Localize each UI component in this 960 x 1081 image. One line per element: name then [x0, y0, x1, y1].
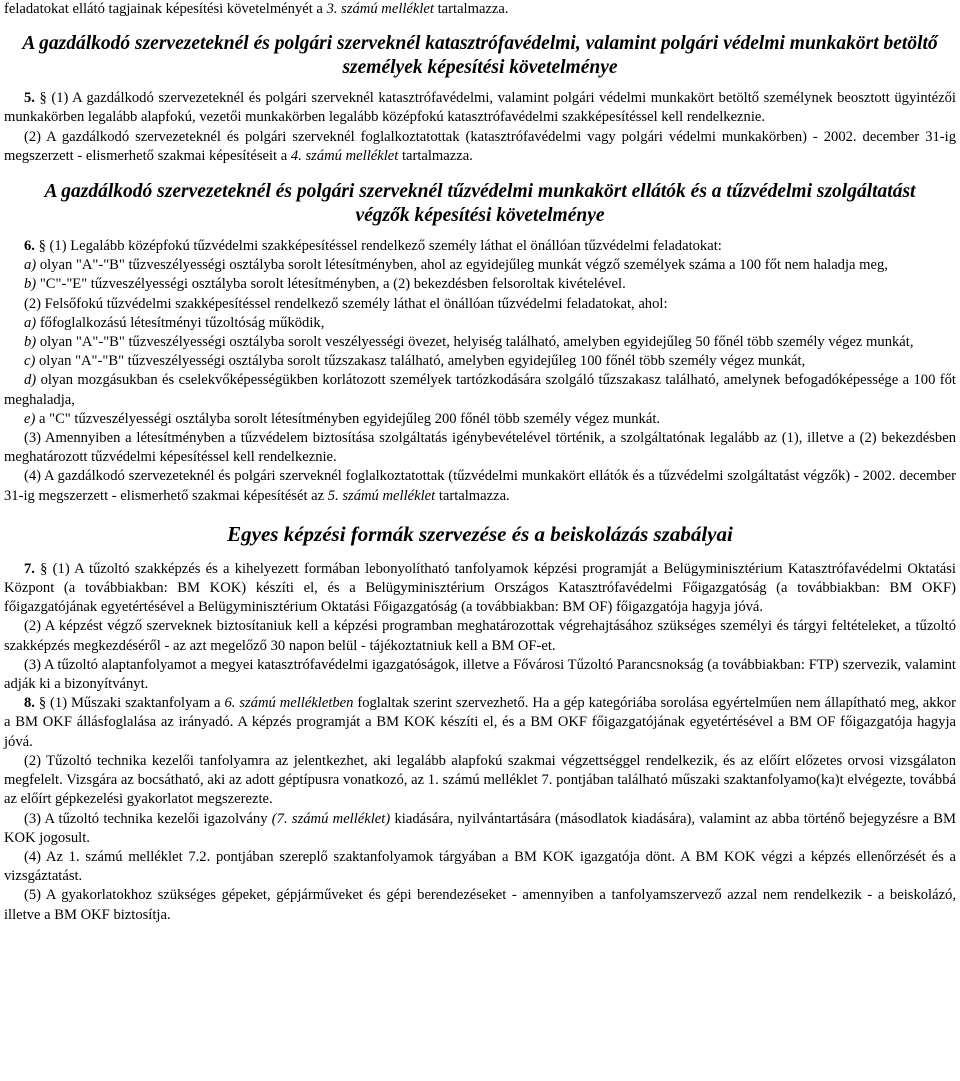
list-text: főfoglalkozású létesítményi tűzoltóság működik, — [36, 314, 325, 331]
list-label: a) — [24, 257, 37, 274]
list-label: d) — [24, 372, 37, 389]
paragraph-text: (4) A gazdálkodó szervezeteknél és polgári szerveknél foglalkoztatottak (tűzvédelmi munkakört ellátók és a tűzvédelmi szolgáltatást végzők) - 2002. december 31-ig megszerzett - elismerhető szakmai képesítését az — [4, 468, 956, 504]
list-text: a "C" tűzveszélyességi osztályba sorolt létesítményben egyidejűleg 200 főnél több személy végez munkát. — [35, 410, 661, 427]
list-item-6-2-a — [4, 314, 956, 333]
paragraph-text: § (1) Legalább középfokú tűzvédelmi szakképesítéssel rendelkező személy láthat el önállóan tűzvédelmi feladatokat: — [34, 238, 722, 255]
annex-reference: 5. számú melléklet — [327, 487, 436, 504]
list-item-6-2-e — [4, 410, 956, 429]
paragraph-text-end: foglaltak szerint szervezhető. Ha a gép kategóriába sorolása egyértelműen nem állapítható meg, akkor a BM OKF állásfoglalása az irányadó. A képzés programját a BM KOK készíti el, és a BM OKF főigazgatójának egyetértésével a BM OF főigazgatója hagyja jóvá. — [4, 695, 956, 750]
intro-text: feladatokat ellátó tagjainak képesítési követelményét a — [4, 1, 327, 17]
paragraph-5-1 — [4, 89, 956, 127]
list-label: b) — [24, 334, 37, 351]
paragraph-text: § (1) A tűzoltó szakképzés és a kihelyezett formában lebonyolítható tanfolyamok képzési programját a Belügyminisztérium Katasztrófavédelmi Oktatási Központ (a továbbiakban: BM KOK) készíti el, és a Belügyminisztérium Országos Katasztrófavédelmi Főigazgatóság (a továbbiakban: BM OKF) főigazgatójának egyetértésével a Belügyminisztérium Oktatási Főigazgatóság (a továbbiakban: BM OF) főigazgatója hagyja jóvá. — [4, 560, 956, 616]
list-label: c) — [24, 353, 36, 370]
intro-paragraph — [4, 0, 956, 19]
paragraph-6-2: (2) Felsőfokú tűzvédelmi szakképesítéssel rendelkező személy láthat el önállóan tűzvédelmi feladatokat, ahol: — [24, 295, 668, 312]
list-text: olyan mozgásukban és cselekvőképességükben korlátozott személyek tartózkodására szolgáló tűzszakasz található, amelynek befogadóképessége a 100 főt meghaladja, — [4, 372, 956, 408]
paragraph-6-1 — [4, 237, 956, 256]
annex-reference: 4. számú melléklet — [290, 147, 399, 164]
paragraph-7-1 — [4, 560, 956, 618]
section-heading-disaster-management: A gazdálkodó szervezeteknél és polgári szerveknél katasztrófavédelmi, valamint polgári védelmi munkakört betöltő személyek képesítési követelménye — [22, 33, 938, 79]
paragraph-8-2: (2) Tűzoltó technika kezelői tanfolyamra az jelentkezhet, aki legalább alapfokú szakmai végzettséggel rendelkezik, és az előírt előzetes orvosi vizsgálaton megfelelt. Vizsgára az bocsátható, aki az adott géptípusra vonatkozó, az 1. számú melléklet 7. pontjában található műszaki szaktanfolyamo(ka)t elvégezte, továbbá az előírt gépkezelési gyakorlatot megszerezte. — [4, 752, 956, 808]
annex-reference: (7. számú melléklet) — [271, 810, 391, 827]
annex-reference: 6. számú mellékletben — [224, 695, 354, 712]
paragraph-text: § (1) A gazdálkodó szervezeteknél és polgári szerveknél katasztrófavédelmi, valamint polgári védelmi munkakört betöltő személynek beosztott ügyintézői munkakörben legalább alapfokú, vezetői munkakörben legalább középfokú katasztrófavédelmi szakképesítéssel kell rendelkeznie. — [4, 90, 956, 126]
annex-reference: 3. számú melléklet — [326, 1, 434, 17]
list-item-6-1-a — [4, 256, 956, 275]
section-number: 8. — [24, 695, 35, 712]
list-text: "C"-"E" tűzveszélyességi osztályba sorolt létesítményben, a (2) bekezdésben felsoroltak kivételével. — [36, 276, 626, 293]
section-number: 5. — [24, 90, 35, 107]
paragraph-8-5: (5) A gyakorlatokhoz szükséges gépeket, gépjárműveket és gépi berendezéseket - amennyiben a tanfolyamszervező azzal nem rendelkezik - a beiskolázó, illetve a BM OKF biztosítja. — [4, 887, 956, 923]
list-item-6-1-b — [4, 275, 956, 294]
paragraph-6-4 — [4, 467, 956, 505]
list-label: b) — [24, 276, 37, 293]
list-label: a) — [24, 314, 37, 331]
paragraph-text: (2) A gazdálkodó szervezeteknél és polgári szerveknél foglalkoztatottak (katasztrófavédelmi vagy polgári védelmi munkakörben) - 2002. december 31-ig megszerzett - elismerhető szakmai képesítéseit a — [4, 128, 956, 164]
paragraph-text-end: tartalmazza. — [398, 147, 473, 164]
section-heading-fire-protection: A gazdálkodó szervezeteknél és polgári szerveknél tűzvédelmi munkakört ellátók és a tűzvédelmi szolgáltatást végzők képesítési követelménye — [44, 181, 916, 227]
paragraph-text: § (1) Műszaki szaktanfolyam a — [34, 695, 225, 712]
paragraph-8-1 — [4, 694, 956, 752]
list-item-6-2-c — [4, 352, 956, 371]
list-text: olyan "A"-"B" tűzveszélyességi osztályba sorolt létesítményben, ahol az egyidejűleg munkát végző személyek száma a 100 főt nem haladja meg, — [36, 257, 888, 274]
list-text: olyan "A"-"B" tűzveszélyességi osztályba sorolt veszélyességi övezet, helyiség található, amelyben egyidejűleg 50 főnél több személy végez munkát, — [36, 334, 914, 351]
paragraph-7-3: (3) A tűzoltó alaptanfolyamot a megyei katasztrófavédelmi igazgatóságok, illetve a Fővárosi Tűzoltó Parancsnokság (a továbbiakban: FTP) szervezik, valamint adják ki a bizonyítványt. — [4, 656, 956, 693]
paragraph-6-3: (3) Amennyiben a létesítményben a tűzvédelem biztosítása szolgáltatás igénybevételével történik, a szolgáltatónak legalább az (1), illetve a (2) bekezdésben meghatározott tűzvédelmi képesítéssel kell rendelkeznie. — [4, 430, 956, 466]
list-label: e) — [24, 410, 36, 427]
list-text: olyan "A"-"B" tűzveszélyességi osztályba sorolt tűzszakasz található, amelyben egyidejűleg 100 főnél több személy végez munkát, — [35, 353, 806, 370]
section-number: 6. — [24, 238, 35, 255]
paragraph-7-2: (2) A képzést végző szerveknek biztosítaniuk kell a képzési programban meghatározottak végrehajtásához szükséges személyi és tárgyi feltételeket, a tűzoltó szakképzés megkezdéséről - az azt megelőző 30 napon belül - tájékoztatniuk kell a BM OF-et. — [4, 618, 956, 654]
paragraph-text-end: tartalmazza. — [435, 487, 510, 504]
paragraph-8-3 — [4, 810, 956, 848]
paragraph-8-4: (4) Az 1. számú melléklet 7.2. pontjában szereplő szaktanfolyamok tárgyában a BM KOK igazgatója dönt. A BM KOK végzi a képzés ellenőrzését és a vizsgáztatást. — [4, 848, 956, 885]
list-item-6-2-b — [4, 333, 956, 352]
section-number: 7. — [24, 560, 35, 577]
section-heading-training: Egyes képzési formák szervezése és a beiskolázás szabályai — [227, 521, 733, 546]
paragraph-5-2 — [4, 128, 956, 166]
list-item-6-2-d — [4, 371, 956, 409]
paragraph-text: (3) A tűzoltó technika kezelői igazolvány — [24, 810, 272, 827]
paragraph-text-end: kiadására, nyilvántartására (másodlatok kiadására), valamint az abba történő bejegyzésre a BM KOK jogosult. — [4, 810, 957, 846]
intro-text-end: tartalmazza. — [433, 1, 509, 17]
